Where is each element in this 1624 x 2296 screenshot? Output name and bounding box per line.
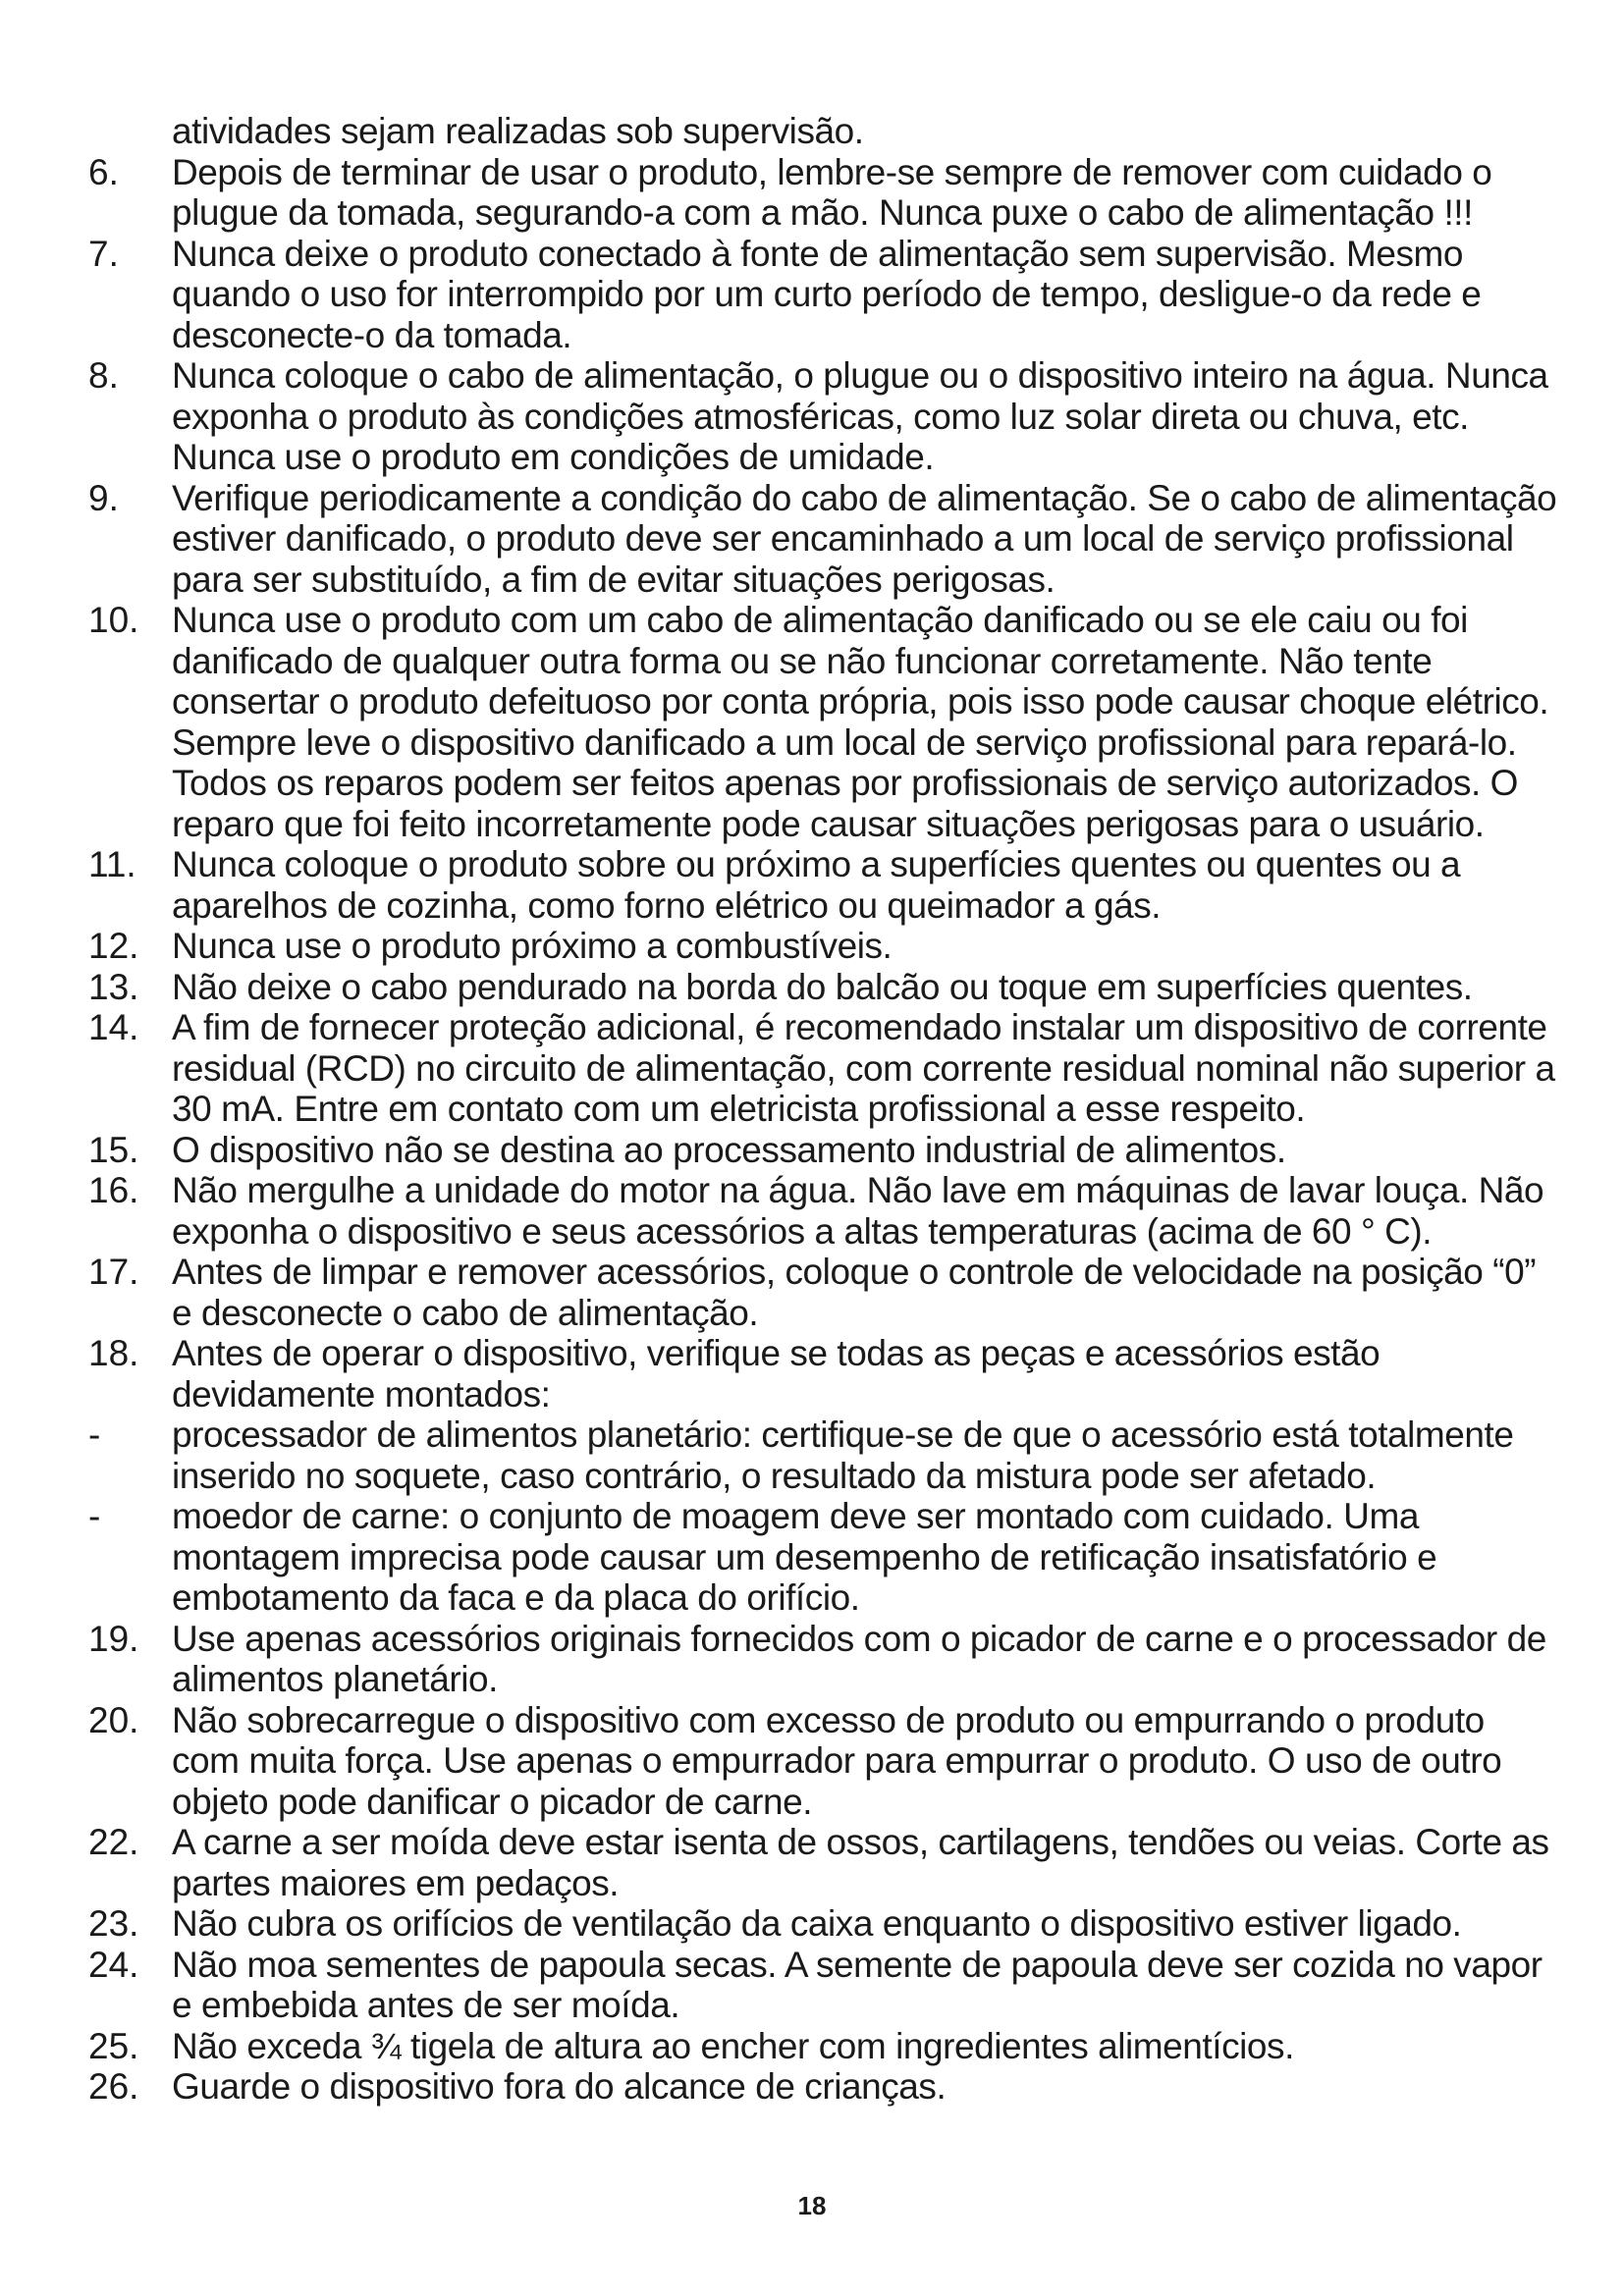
- list-item: [88, 1822, 1561, 1903]
- item-text: Nunca use o produto com um cabo de alimentação danificado ou se ele caiu ou foi danificado de qualquer outra forma ou se não funcionar corretamente. Não tente consertar o produto defeituoso por conta própria, pois isso pode causar choque elétrico. Sempre leve o dispositivo danificado a um local de serviço profissional para repará-lo. Todos os reparos podem ser feitos apenas por profissionais de serviço autorizados. O reparo que foi feito incorretamente pode causar situações perigosas para o usuário.: [172, 600, 1549, 844]
- item-text: A fim de fornecer proteção adicional, é recomendado instalar um dispositivo de corrente residual (RCD) no circuito de alimentação, com corrente residual nominal não superior a 30 mA. Entre em contato com um eletricista profissional a esse respeito.: [172, 1007, 1555, 1129]
- list-item: [88, 1333, 1561, 1415]
- item-text: Depois de terminar de usar o produto, lembre-se sempre de remover com cuidado o plugue da tomada, segurando-a com a mão. Nunca puxe o cabo de alimentação !!!: [172, 151, 1492, 233]
- item-number: 12.: [88, 926, 139, 966]
- continued-text: [88, 111, 1561, 152]
- bullet-marker: -: [88, 1415, 101, 1455]
- list-item: [88, 2066, 1561, 2108]
- instructions-list: [88, 111, 1561, 2108]
- item-number: 15.: [88, 1129, 139, 1170]
- bullet-marker: -: [88, 1496, 101, 1536]
- item-text: Não cubra os orifícios de ventilação da caixa enquanto o dispositivo estiver ligado.: [172, 1903, 1462, 1944]
- numbered-items: [88, 152, 1561, 2108]
- list-item: [88, 1007, 1561, 1130]
- item-number: 20.: [88, 1699, 139, 1740]
- list-item: [88, 1619, 1561, 1700]
- item-text: A carne a ser moída deve estar isenta de ossos, cartilagens, tendões ou veias. Corte as partes maiores em pedaços.: [172, 1822, 1549, 1903]
- list-item: [88, 1700, 1561, 1823]
- item-number: 16.: [88, 1170, 139, 1210]
- list-item: [88, 355, 1561, 478]
- item-number: 22.: [88, 1822, 139, 1862]
- continued-text-line: atividades sejam realizadas sob supervisão.: [172, 111, 864, 151]
- list-item: [88, 2026, 1561, 2067]
- item-number: 26.: [88, 2066, 139, 2107]
- item-text: Nunca coloque o produto sobre ou próximo a superfícies quentes ou quentes ou a aparelhos de cozinha, como forno elétrico ou queimador a gás.: [172, 844, 1461, 926]
- item-text: Não sobrecarregue o dispositivo com excesso de produto ou empurrando o produto com muita força. Use apenas o empurrador para empurrar o produto. O uso de outro objeto pode danificar o picador de carne.: [172, 1699, 1502, 1822]
- item-text: Antes de limpar e remover acessórios, coloque o controle de velocidade na posição “0” e desconecte o cabo de alimentação.: [172, 1252, 1537, 1333]
- item-number: 25.: [88, 2025, 139, 2066]
- item-text: O dispositivo não se destina ao processamento industrial de alimentos.: [172, 1129, 1286, 1170]
- item-text: Verifique periodicamente a condição do cabo de alimentação. Se o cabo de alimentação estiver danificado, o produto deve ser encaminhado a um local de serviço profissional para ser substituído, a fim de evitar situações perigosas.: [172, 477, 1557, 600]
- item-number: 8.: [88, 355, 119, 396]
- list-item: [88, 152, 1561, 234]
- item-text: moedor de carne: o conjunto de moagem deve ser montado com cuidado. Uma montagem imprecisa pode causar um desempenho de retificação insatisfatório e embotamento da faca e da placa do orifício.: [172, 1496, 1437, 1618]
- item-number: 11.: [88, 844, 136, 884]
- list-item: [88, 967, 1561, 1008]
- item-number: 6.: [88, 151, 119, 192]
- item-number: 10.: [88, 600, 139, 640]
- item-text: Não exceda ¾ tigela de altura ao encher com ingredientes alimentícios.: [172, 2025, 1294, 2066]
- list-item: [88, 1170, 1561, 1252]
- item-text: Antes de operar o dispositivo, verifique se todas as peças e acessórios estão devidamente montados:: [172, 1333, 1380, 1415]
- item-text: processador de alimentos planetário: certifique-se de que o acessório está totalmente inserido no soquete, caso contrário, o resultado da mistura pode ser afetado.: [172, 1415, 1514, 1496]
- item-number: 9.: [88, 477, 119, 518]
- item-text: Nunca coloque o cabo de alimentação, o plugue ou o dispositivo inteiro na água. Nunca exponha o produto às condições atmosféricas, como luz solar direta ou chuva, etc. Nunca use o produto em condições de umidade.: [172, 355, 1548, 477]
- list-item: [88, 844, 1561, 926]
- item-number: 18.: [88, 1333, 139, 1373]
- item-number: 14.: [88, 1007, 139, 1047]
- item-text: Nunca use o produto próximo a combustíveis.: [172, 926, 893, 966]
- list-item: [88, 1945, 1561, 2026]
- item-text: Guarde o dispositivo fora do alcance de crianças.: [172, 2066, 947, 2107]
- list-item: [88, 600, 1561, 844]
- page-number: 18: [797, 2191, 827, 2220]
- item-number: 17.: [88, 1252, 139, 1292]
- item-text: Nunca deixe o produto conectado à fonte de alimentação sem supervisão. Mesmo quando o uso for interrompido por um curto período de tempo, desligue-o da rede e desconecte-o da tomada.: [172, 233, 1482, 355]
- item-text: Não mergulhe a unidade do motor na água. Não lave em máquinas de lavar louça. Não exponha o dispositivo e seus acessórios a altas temperaturas (acima de 60 ° C).: [172, 1170, 1544, 1252]
- bullet-item: [88, 1496, 1561, 1619]
- list-item: [88, 478, 1561, 601]
- list-item: [88, 1903, 1561, 1945]
- list-item: [88, 1252, 1561, 1333]
- item-number: 13.: [88, 966, 139, 1007]
- item-number: 23.: [88, 1903, 139, 1944]
- bullet-item: [88, 1415, 1561, 1496]
- item-text: Não moa sementes de papoula secas. A semente de papoula deve ser cozida no vapor e embebida antes de ser moída.: [172, 1944, 1543, 2025]
- item-text: Não deixe o cabo pendurado na borda do balcão ou toque em superfícies quentes.: [172, 966, 1473, 1007]
- item-text: Use apenas acessórios originais fornecidos com o picador de carne e o processador de alimentos planetário.: [172, 1618, 1546, 1699]
- item-number: 19.: [88, 1618, 139, 1659]
- list-item: [88, 234, 1561, 356]
- item-number: 7.: [88, 233, 119, 274]
- item-number: 24.: [88, 1944, 139, 1985]
- list-item: [88, 926, 1561, 967]
- list-item: [88, 1130, 1561, 1171]
